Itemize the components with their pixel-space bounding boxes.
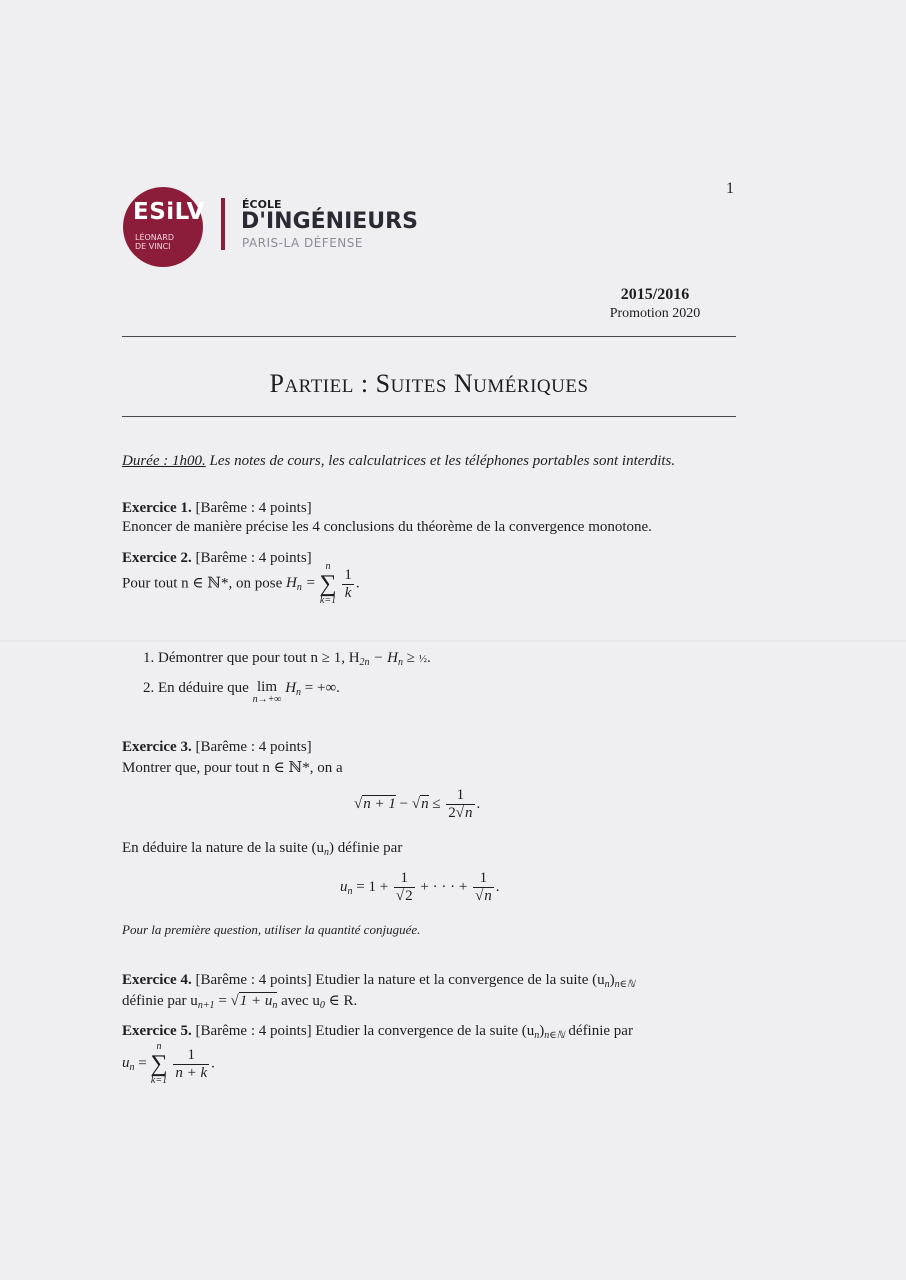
ex1-heading: Exercice 1. [Barême : 4 points] xyxy=(122,500,312,516)
logo-location: PARIS-LA DÉFENSE xyxy=(242,236,363,250)
logo-ingenieurs: D'INGÉNIEURS xyxy=(241,209,418,234)
page-title: PARTIEL : SUITES NUMÉRIQUES xyxy=(269,369,589,398)
logo-brand-sub xyxy=(135,233,174,251)
logo-divider xyxy=(221,198,225,250)
ex5-heading: Exercice 5. [Barême : 4 points] Etudier la convergence de la suite $(u_n)_{n\in ℕ}$ définie par xyxy=(122,1023,633,1041)
ex2-definition: Pour tout n ∈ ℕ*, on pose $H_n$ = n ∑ k=1 $\frac{1}{k}$ . xyxy=(122,561,360,606)
academic-year: 2015/2016 xyxy=(620,286,690,303)
paper-fold xyxy=(0,640,906,644)
ex5-definition: $u_n$ = n ∑ k=1 $\frac{1}{n + k}$ . xyxy=(122,1041,215,1086)
logo-brand-sub-2: DE VINCI xyxy=(135,242,171,251)
duration: Durée : 1h00. xyxy=(122,453,206,469)
ex4-definition: définie par $u_{n+1} = √1 + u_n$ avec $u_0$ ∈ R. xyxy=(122,993,358,1011)
promotion: Promotion 2020 xyxy=(609,306,701,321)
ex2-item-2: 2. En déduire que lim n→+∞ $H_n$ = +∞. xyxy=(143,679,340,705)
school-logo xyxy=(123,187,203,267)
ex2-heading: Exercice 2. [Barême : 4 points] xyxy=(122,550,312,566)
ex3-hint: Pour la première question, utiliser la quantité conjuguée. xyxy=(122,922,421,937)
ex3-deduce: En déduire la nature de la suite $(u_n)$ définie par xyxy=(122,840,403,858)
ex4-heading: Exercice 4. [Barême : 4 points] Etudier la nature et la convergence de la suite $(u_n)_{n\in ℕ}$ xyxy=(122,972,636,990)
exam-instructions: Durée : 1h00. Les notes de cours, les calculatrices et les téléphones portables sont interdits. xyxy=(122,453,676,469)
logo-brand: ESiLV xyxy=(133,199,205,225)
page-number: 1 xyxy=(726,180,734,197)
logo-ecole: ÉCOLE xyxy=(242,198,282,211)
ex3-intro: Montrer que, pour tout n ∈ ℕ*, on a xyxy=(122,760,343,776)
ex2-item-1: 1. Démontrer que pour tout n ≥ 1, $H_{2n} - H_n$ ≥ ½. xyxy=(143,650,431,668)
top-rule xyxy=(122,336,736,337)
ex3-sequence: $u_n = 1$ + $\frac{1}{√2}$ + · · · + $\frac{1}{√n}$ . xyxy=(340,870,500,904)
ex1-text: Enoncer de manière précise les 4 conclusions du théorème de la convergence monotone. xyxy=(122,519,652,535)
ex3-inequality: √n + 1 − √n ≤ $\frac{1}{2√n}$ . xyxy=(354,787,481,821)
bottom-rule xyxy=(122,416,736,417)
logo-brand-sub-1: LÉONARD xyxy=(135,233,174,242)
ex3-heading: Exercice 3. [Barême : 4 points] xyxy=(122,739,312,755)
